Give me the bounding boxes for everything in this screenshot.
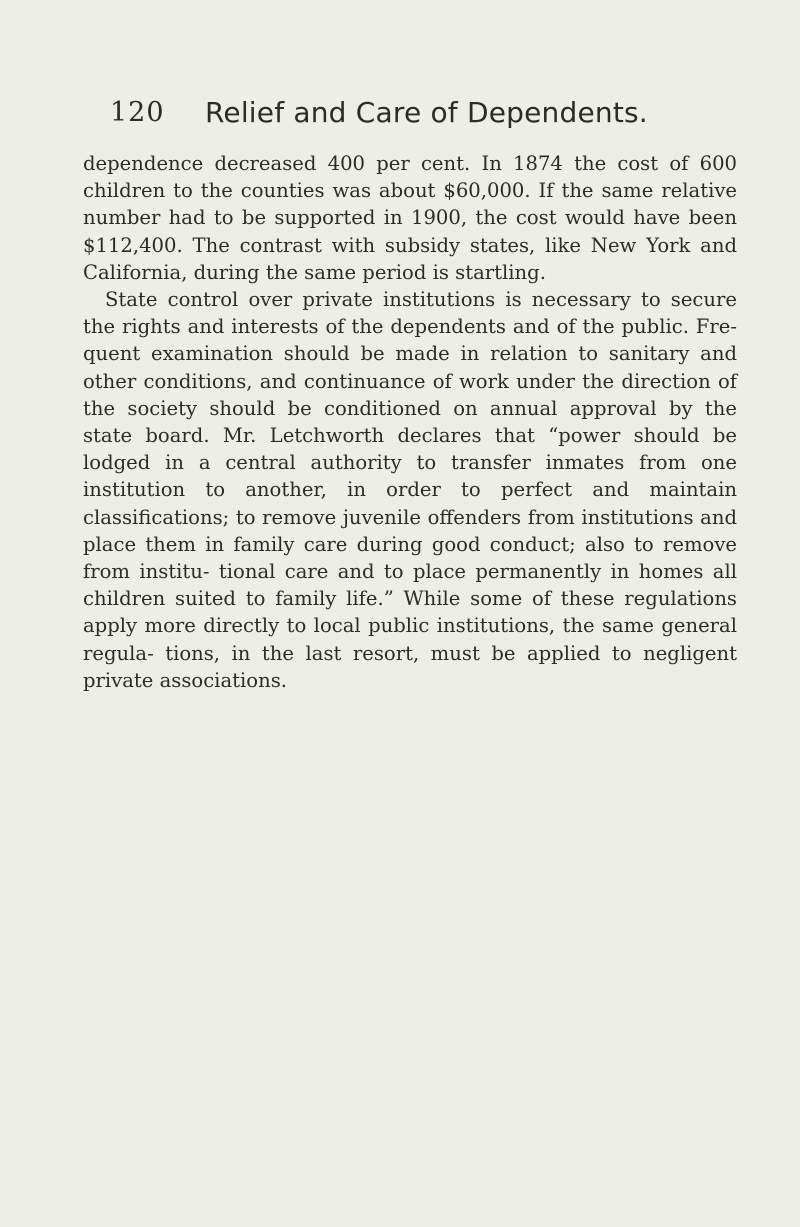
page-number: 120 [110, 97, 165, 128]
body-text [83, 150, 737, 694]
paragraph-continued: dependence decreased 400 per cent. In 1874 the cost of 600 children to the counties was about $60,000. If the same relative number had to be supported in 1900, the cost would have been $112,400. The contrast with subsidy states, like New York and California, during the same period is startling. [83, 152, 737, 284]
paragraph-state-control: State control over private institutions is necessary to secure the rights and interests of the dependents and of the public. Fre- quent examination should be made in relation to sanitary and other conditions, and continuance of work under the direction of the society should be conditioned on annual approval by the state board. Mr. Letchworth declares that “power should be lodged in a central authority to transfer inmates from one institution to another, in order to perfect and maintain classifications; to remove juvenile offenders from institutions and place them in family care during good conduct; also to remove from institu- tional care and to place permanently in homes all children suited to family life.” While some of these regulations apply more directly to local public institutions, the same general regula- tions, in the last resort, must be applied to negligent private associations. [83, 288, 737, 692]
running-title: Relief and Care of Dependents. [205, 96, 648, 129]
running-head [110, 88, 710, 138]
